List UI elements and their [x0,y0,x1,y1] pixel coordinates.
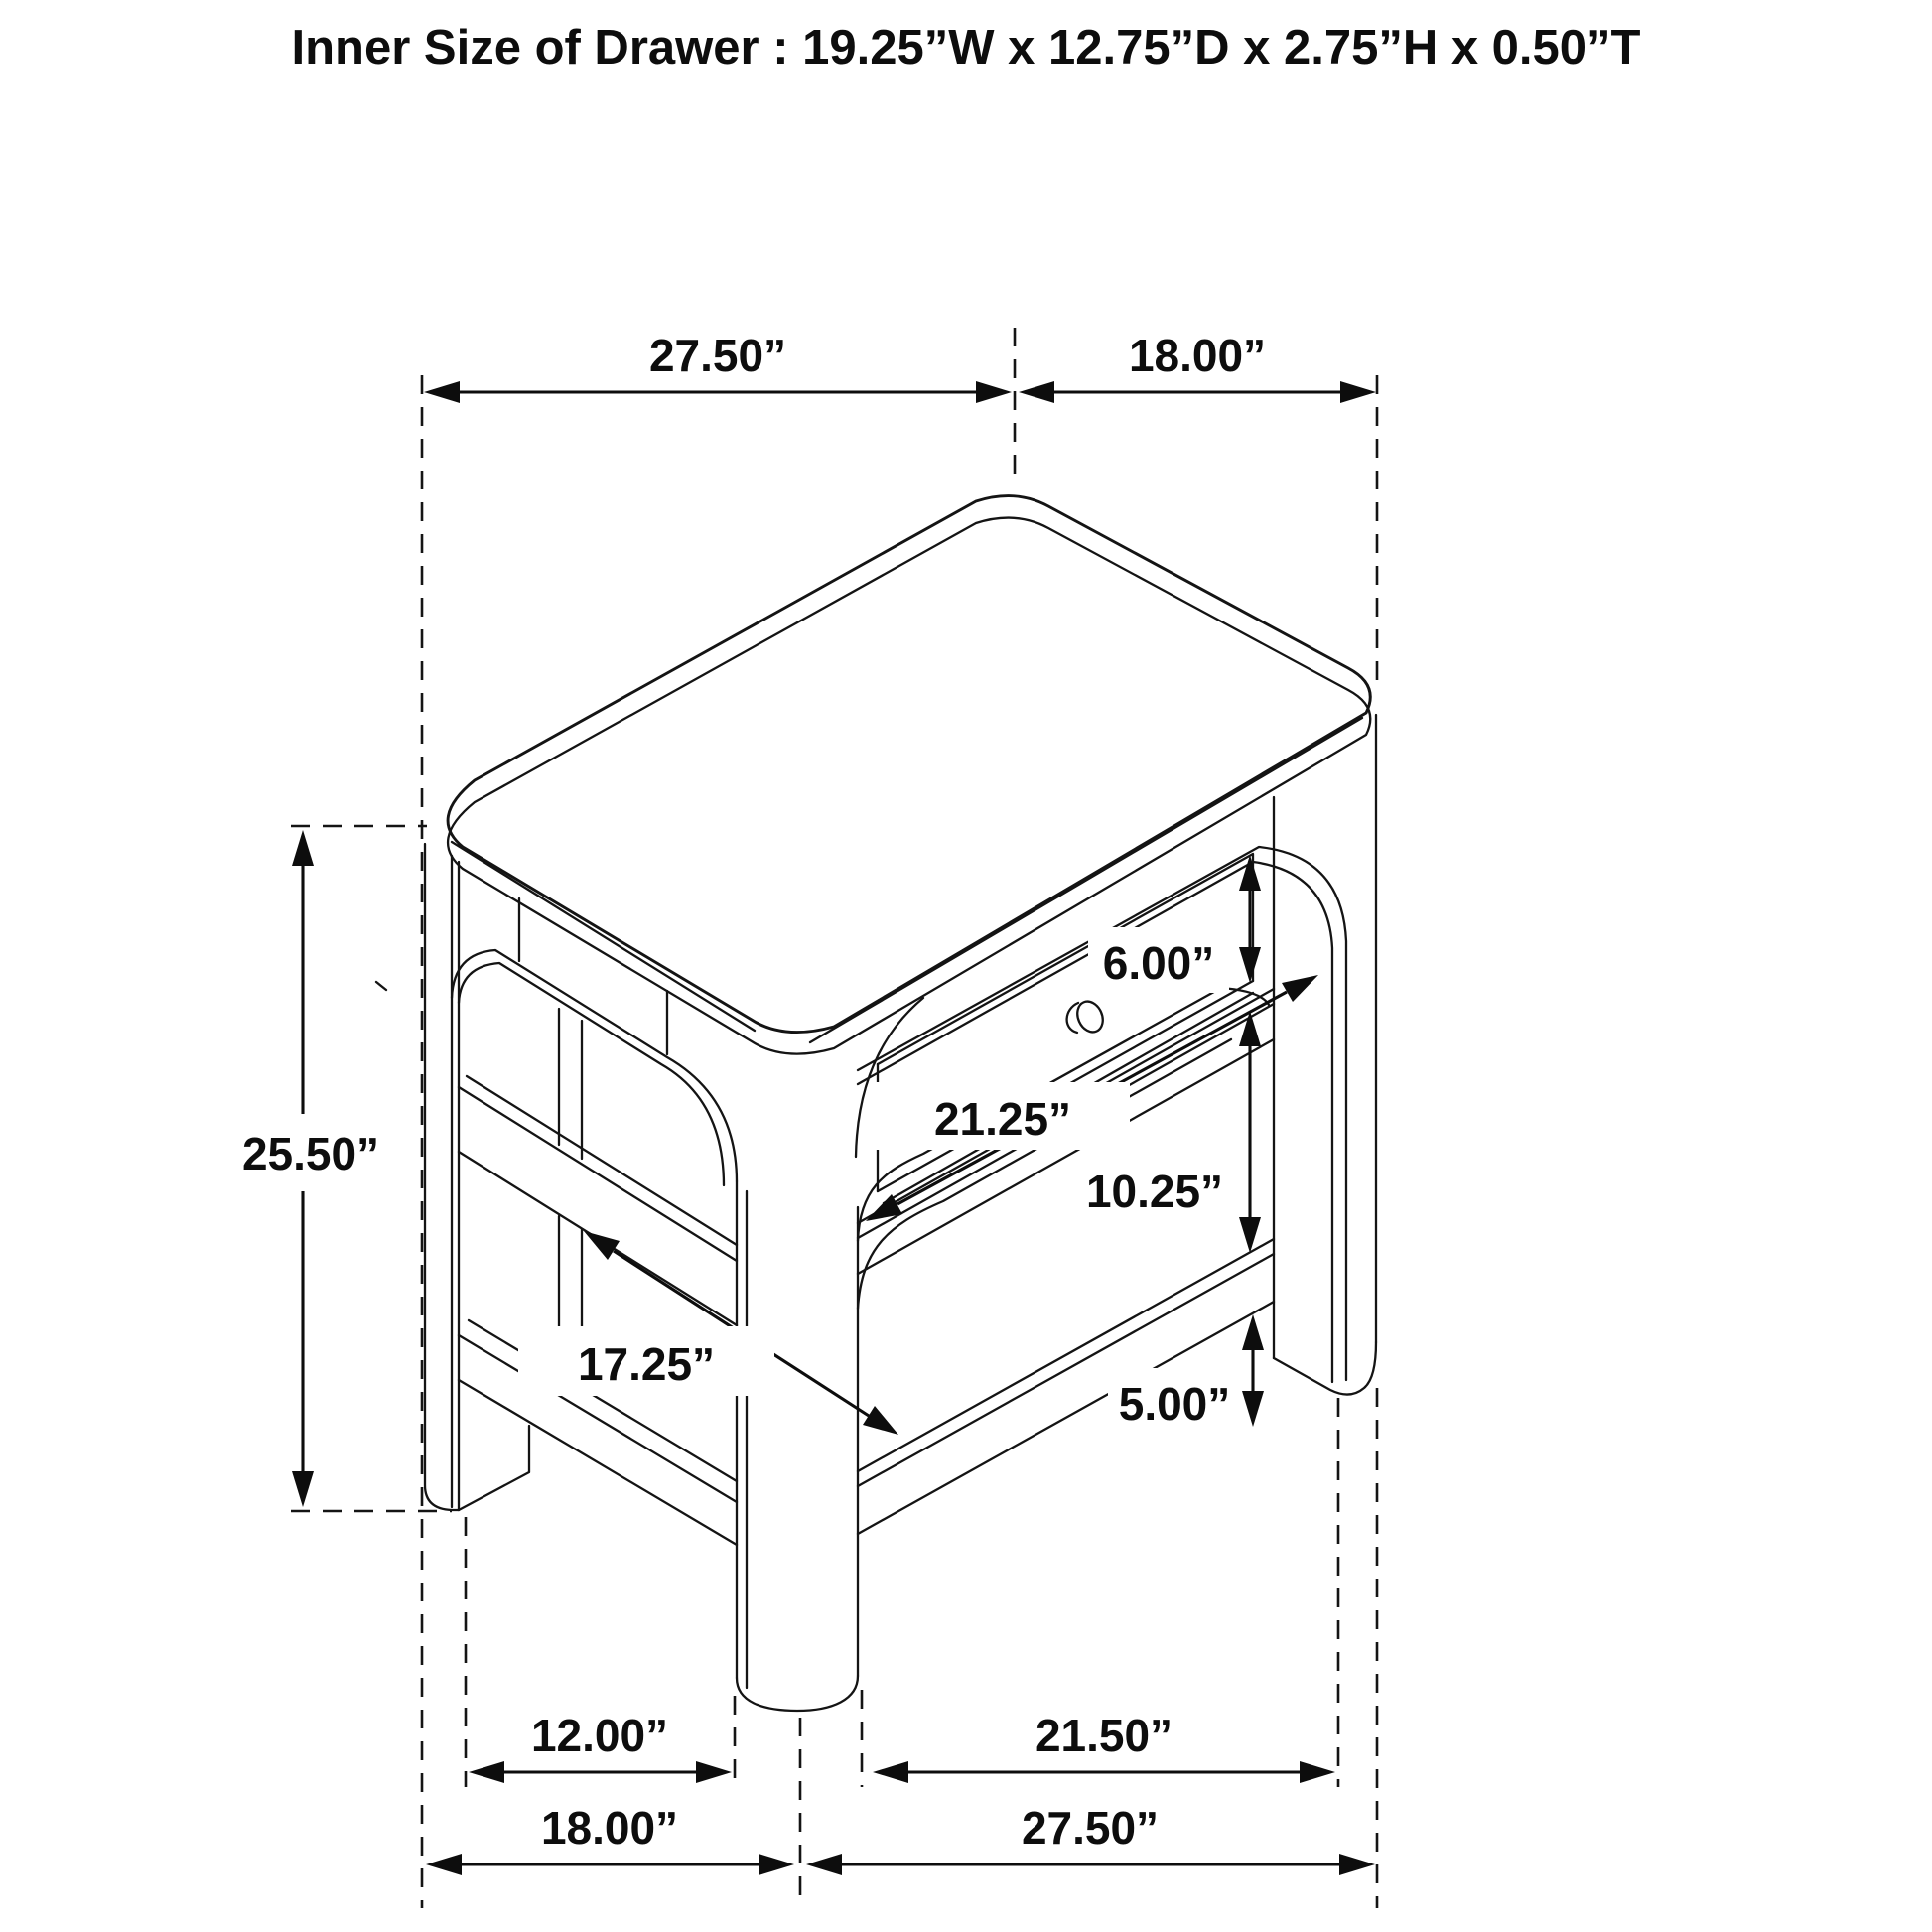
dimension-label: 10.25” [1085,1166,1224,1217]
arrowhead-left [873,1761,908,1783]
tabletop-bullnose-front-left [452,842,755,1031]
arrowhead-left [469,1761,504,1783]
dim-base-width [806,1802,1375,1875]
stray-tick [376,982,386,990]
upper-left-rail-top-front [459,1087,737,1261]
arrowhead-upper-left [584,1231,620,1260]
dimension-label: 25.50” [241,1128,380,1179]
dim-base-depth [426,1802,794,1875]
arrowhead-right [1340,381,1376,403]
dimension-label: 17.25” [577,1338,716,1390]
arrowhead-top [1242,1314,1264,1350]
arrowhead-right [976,381,1012,403]
left-leg-side-bottom [459,1426,529,1510]
dimension-label: 6.00” [1102,937,1215,989]
arrowhead-left [1019,381,1054,403]
dimension-label: 27.50” [1021,1802,1160,1854]
dimension-label: 18.00” [1128,330,1267,381]
page-title: Inner Size of Drawer : 19.25”W x 12.75”D x 2.75”H x 0.50”T [291,21,1641,74]
left-leg-front-edge [425,844,459,1510]
arrowhead-upper-right [1282,975,1318,1002]
arrowhead-bottom [292,1471,314,1507]
dimension-annotations [216,330,1376,1875]
arrowhead-left [426,1854,462,1875]
arrowhead-right [1339,1854,1375,1875]
right-leg-bottom [1274,1342,1376,1395]
bottom-rail-top-back [858,1239,1274,1471]
arrowhead-top [292,830,314,866]
front-leg-bottom [737,1676,858,1711]
tabletop-outline [448,496,1370,1033]
left-arch-inner [459,963,724,1185]
dimension-label: 27.50” [648,330,787,381]
dim-side-leg-span [873,1710,1335,1783]
extension-lines [291,328,1377,1908]
dim-top-depth [1019,330,1376,403]
arrowhead-left [424,381,460,403]
dim-drawer-height [1088,855,1261,993]
dim-top-width [424,330,1012,403]
dimension-label: 21.50” [1035,1710,1173,1761]
arrowhead-right [759,1854,794,1875]
dimension-label: 21.25” [933,1093,1072,1145]
tabletop-thickness-edge [448,518,1370,1054]
upper-left-rail-top-back [467,1076,737,1245]
dimension-label: 5.00” [1118,1378,1231,1430]
arrowhead-bottom [1242,1391,1264,1427]
arrowhead-right [1300,1761,1335,1783]
dimension-label: 18.00” [540,1802,679,1854]
tabletop-bullnose-front-right [810,718,1362,1042]
arrowhead-bottom [1239,947,1261,983]
dim-height [216,830,405,1507]
arrowhead-left [806,1854,842,1875]
arrowhead-lower-right [863,1406,898,1435]
lower-left-rail-bottom [459,1380,737,1545]
dimension-label: 12.00” [530,1710,669,1761]
dim-front-leg-span [469,1710,732,1783]
arrowhead-right [696,1761,732,1783]
drawer-knob-side [1067,1003,1078,1033]
